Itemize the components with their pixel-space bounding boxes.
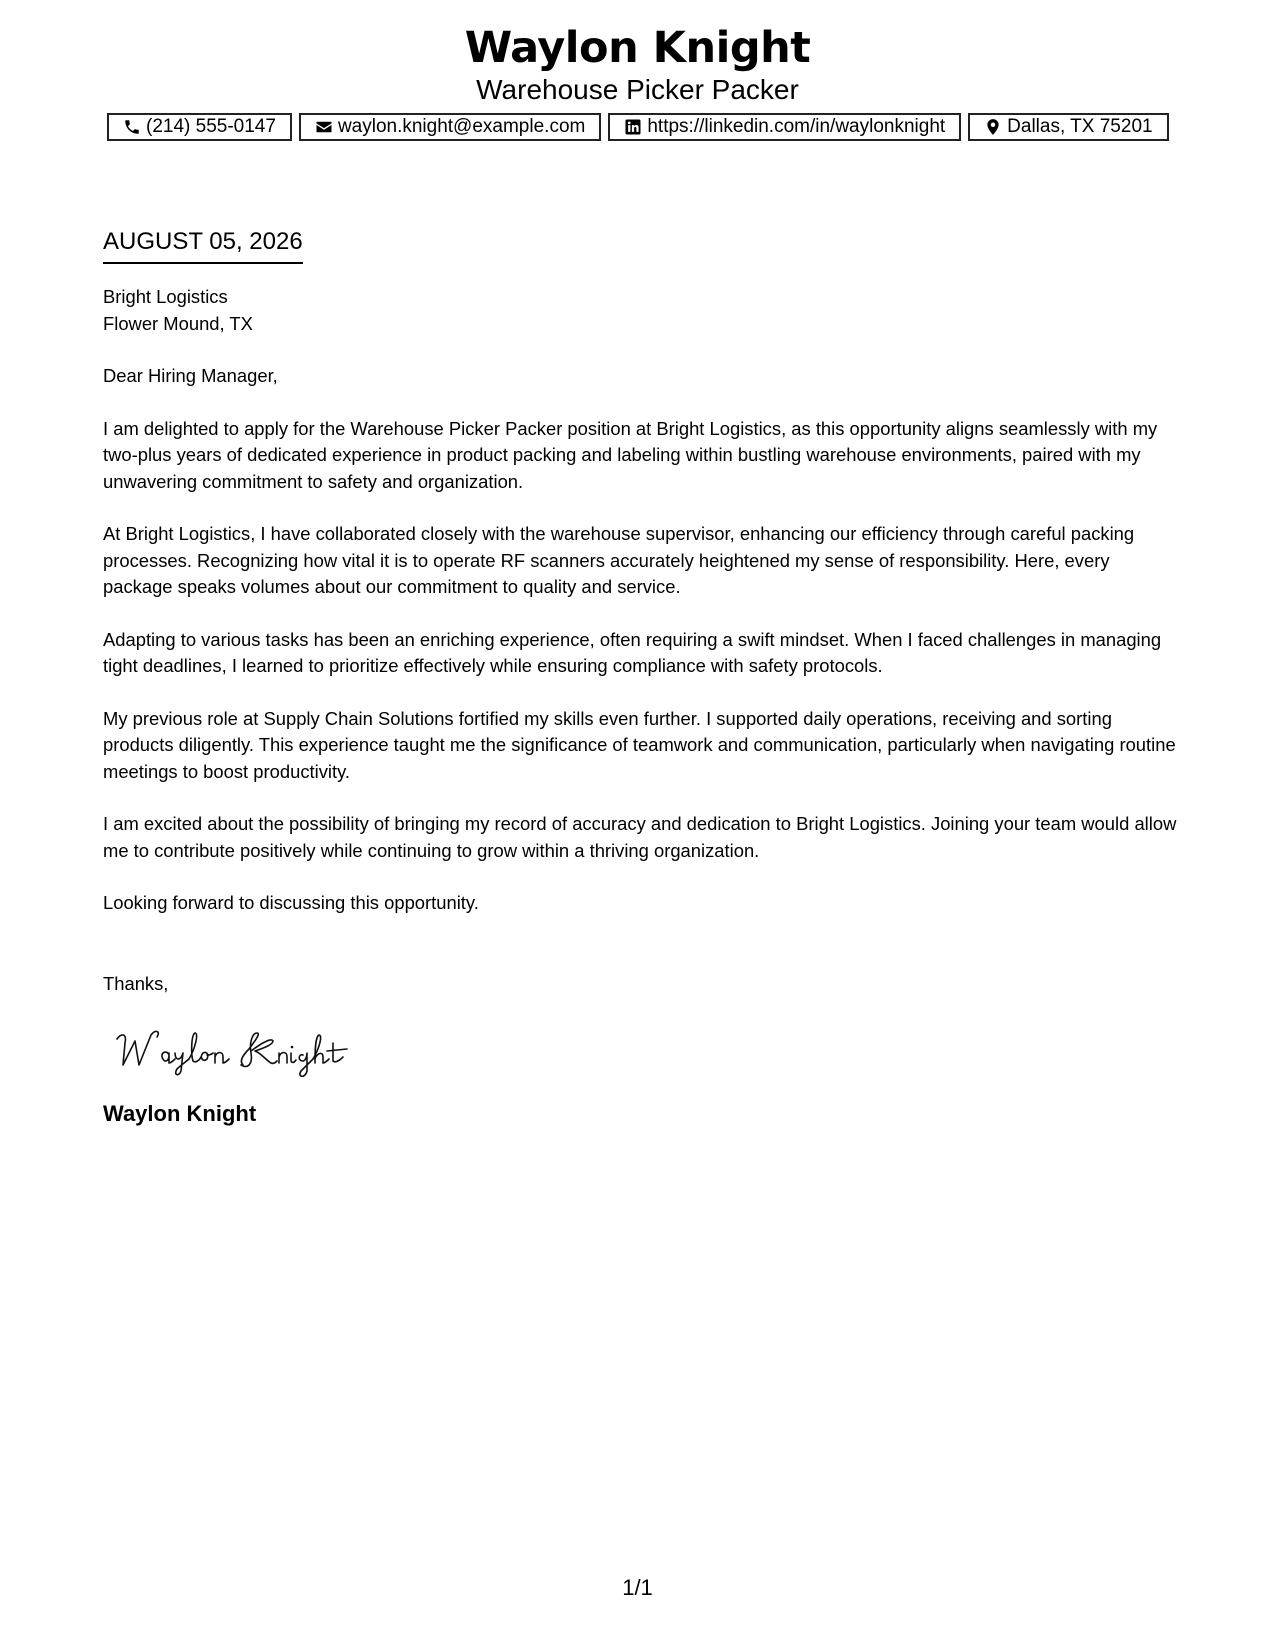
recipient-location: Flower Mound, TX [103,312,253,334]
body-paragraph: My previous role at Supply Chain Solutions fortified my skills even further. I supported daily operations, receiving and sorting products diligently. This experience taught me the significance of teamwork and communication, particularly when navigating routine meetings to boost productivity. [103,707,1176,782]
contact-phone[interactable] [107,113,292,141]
contact-email[interactable] [299,113,601,141]
body-paragraph: I am excited about the possibility of bringing my record of accuracy and dedication to Bright Logistics. Joining your team would allow me to contribute positively while continuing to grow within a thriving organization. [103,813,1177,861]
map-pin-icon [984,118,1002,136]
recipient-company: Bright Logistics [103,286,228,307]
handwritten-signature [111,1019,361,1079]
contact-location-text: Dallas, TX 75201 [1007,116,1153,137]
page-number: 1/1 [622,1575,653,1600]
signed-name: Waylon Knight [103,1100,257,1126]
body-paragraph: I am delighted to apply for the Warehouse Picker Packer position at Bright Logistics, as this opportunity aligns seamlessly with my two-plus years of dedicated experience in product packing and labeling within bustling warehouse environments, paired with my unwavering commitment to safety and organization. [103,417,1158,492]
applicant-name: Waylon Knight [464,23,811,73]
envelope-icon [315,118,333,136]
contact-email-text: waylon.knight@example.com [337,116,586,137]
contact-bar [107,113,1167,141]
contact-linkedin[interactable] [608,113,961,141]
phone-icon [123,118,141,136]
letter-date: AUGUST 05, 2026 [103,226,303,264]
applicant-title: Warehouse Picker Packer [476,74,799,105]
closing: Thanks, [103,972,169,994]
contact-phone-text: (214) 555-0147 [146,116,276,137]
letter-header [0,18,1275,105]
contact-location[interactable] [968,113,1168,141]
linkedin-icon [624,118,642,136]
contact-linkedin-text: https://linkedin.com/in/waylonknight [647,116,946,137]
letter-body [103,226,1178,1127]
recipient-block [103,284,1178,337]
body-paragraph: Looking forward to discussing this opportunity. [103,892,479,913]
salutation: Dear Hiring Manager, [103,365,278,386]
body-paragraph: Adapting to various tasks has been an enriching experience, often requiring a swift mindset. When I faced challenges in managing tight deadlines, I learned to prioritize effectively while ensuring compliance with safety protocols. [103,628,1162,676]
body-paragraph: At Bright Logistics, I have collaborated closely with the warehouse supervisor, enhancing our efficiency through careful packing processes. Recognizing how vital it is to operate RF scanners accurately heightened my sense of responsibility. Here, every package speaks volumes about our commitment to quality and service. [103,523,1135,597]
